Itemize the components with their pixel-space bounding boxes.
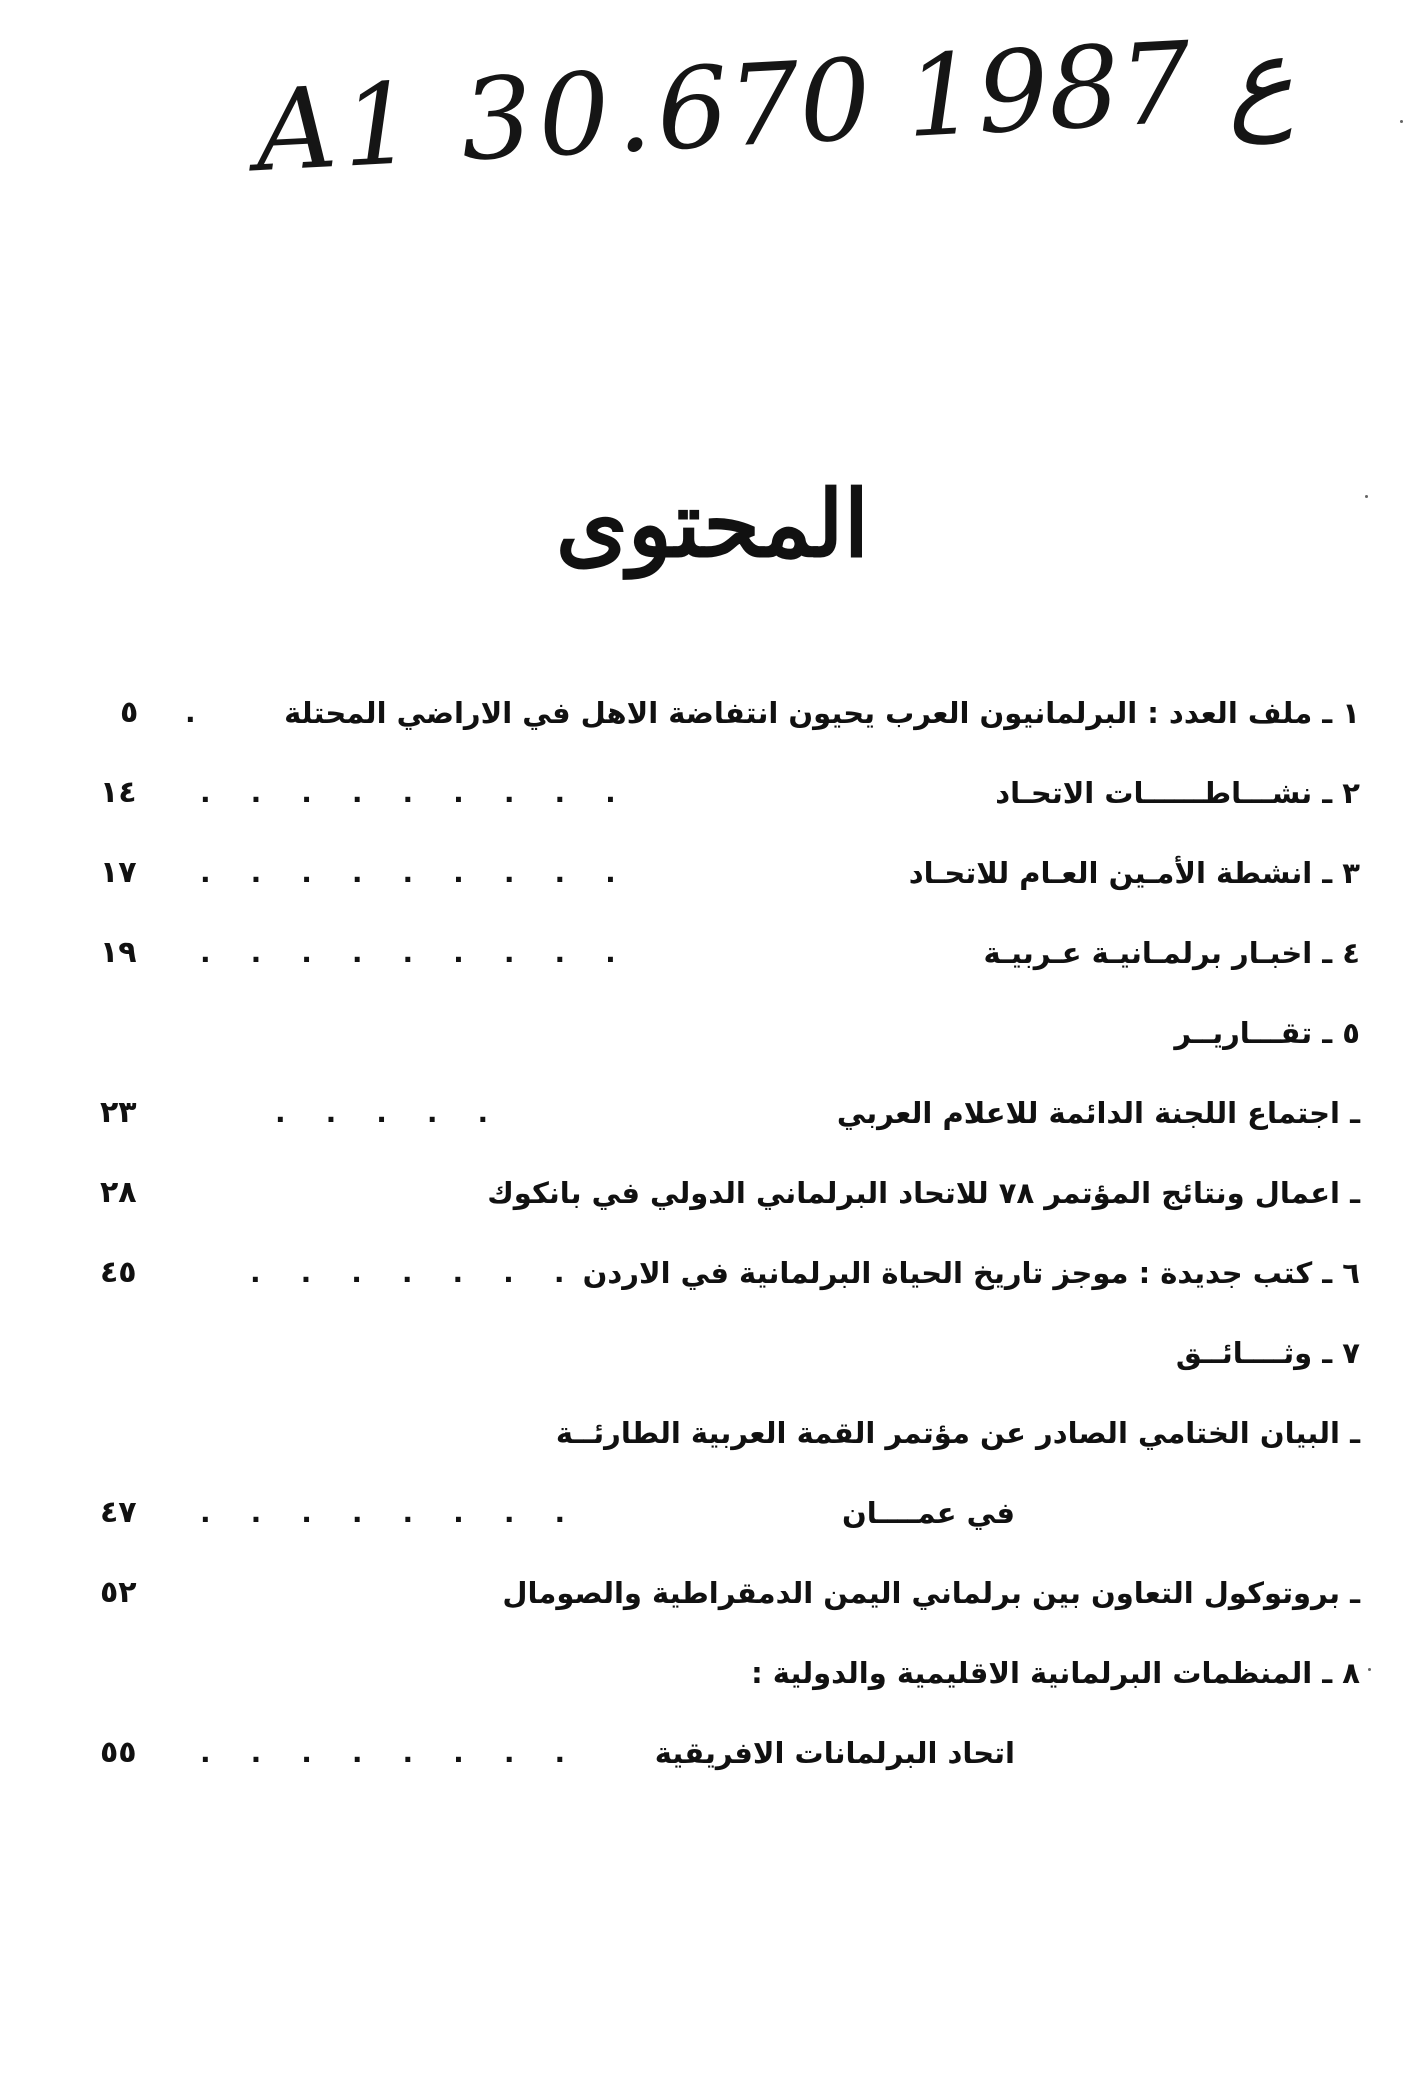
toc-entry-text: ٤ ـ اخبـار برلمـانيـة عـربيـة — [983, 936, 1360, 970]
toc-entry — [100, 1720, 1360, 1786]
toc-leader-dots: ......... — [200, 936, 656, 969]
toc-entry — [100, 920, 1360, 986]
scan-speck — [1400, 120, 1403, 123]
toc-entry — [100, 1080, 1360, 1146]
toc-section-heading — [100, 1320, 1360, 1386]
scan-speck — [1368, 1668, 1371, 1671]
toc-page-number: ٥٥ — [100, 1735, 137, 1770]
handwritten-annotation: A1 30.ع 1987 670 — [252, 12, 1297, 198]
toc-entry-text: ٣ ـ انشطة الأمـين العـام للاتحـاد — [908, 856, 1360, 890]
toc-leader-dots: ......... — [200, 776, 656, 809]
toc-entry-text: ـ بروتوكول التعاون بين برلماني اليمن الدمقراطية والصومال — [502, 1576, 1360, 1610]
toc-entry — [100, 1240, 1360, 1306]
toc-section-heading — [100, 1000, 1360, 1066]
toc-entry-text: ٧ ـ وثــــائــق — [1175, 1336, 1360, 1370]
toc-page-number: ٥٢ — [100, 1575, 137, 1610]
toc-leader-dots: ..... — [275, 1096, 529, 1129]
toc-entry-text: ـ اجتماع اللجنة الدائمة للاعلام العربي — [836, 1096, 1360, 1130]
toc-entry-text: ـ اعمال ونتائج المؤتمر ٧٨ للاتحاد البرلماني الدولي في بانكوك — [487, 1176, 1360, 1210]
page-title: المحتوى — [555, 470, 870, 578]
toc-page-number: ٤٥ — [100, 1255, 137, 1290]
scan-speck — [1365, 495, 1368, 498]
toc-entry — [100, 1560, 1360, 1626]
toc-page-number: ٤٧ — [100, 1495, 137, 1530]
toc-entry-text: اتحاد البرلمانات الافريقية — [654, 1736, 1015, 1770]
toc-entry-text: ٥ ـ تقـــاريــر — [1174, 1016, 1360, 1050]
toc-page-number: ١٩ — [100, 935, 137, 970]
toc-section-heading — [100, 1640, 1360, 1706]
toc-entry-text: ١ ـ ملف العدد : البرلمانيون العرب يحيون انتفاضة الاهل في الاراضي المحتلة — [284, 696, 1360, 730]
toc-entry-text: ـ البيان الختامي الصادر عن مؤتمر القمة العربية الطارئــة — [555, 1416, 1360, 1450]
toc-leader-dots: . — [185, 696, 236, 729]
toc-entry — [100, 840, 1360, 906]
toc-leader-dots: ........ — [200, 1736, 606, 1769]
toc-entry-text: ٦ ـ كتب جديدة : موجز تاريخ الحياة البرلمانية في الاردن — [582, 1256, 1360, 1290]
toc-leader-dots: ......... — [200, 856, 656, 889]
toc-page-number: ٢٨ — [100, 1175, 137, 1210]
toc-leader-dots: ........ — [200, 1496, 606, 1529]
toc-entry — [100, 760, 1360, 826]
toc-page-number: ١٤ — [100, 775, 137, 810]
toc-entry-text: في عمــــان — [842, 1496, 1015, 1530]
toc-entry — [100, 1160, 1360, 1226]
toc-page-number: ٥ — [120, 695, 139, 730]
toc-entry — [100, 680, 1360, 746]
toc-entry-text: ٨ ـ المنظمات البرلمانية الاقليمية والدولية : — [751, 1656, 1360, 1690]
toc-leader-dots: ....... — [250, 1256, 605, 1289]
toc-page-number: ٢٣ — [100, 1095, 137, 1130]
toc-entry — [100, 1400, 1360, 1466]
toc-entry-text: ٢ ـ نشـــاطــــــات الاتحـاد — [995, 776, 1360, 810]
toc-page-number: ١٧ — [100, 855, 137, 890]
toc-entry — [100, 1480, 1360, 1546]
